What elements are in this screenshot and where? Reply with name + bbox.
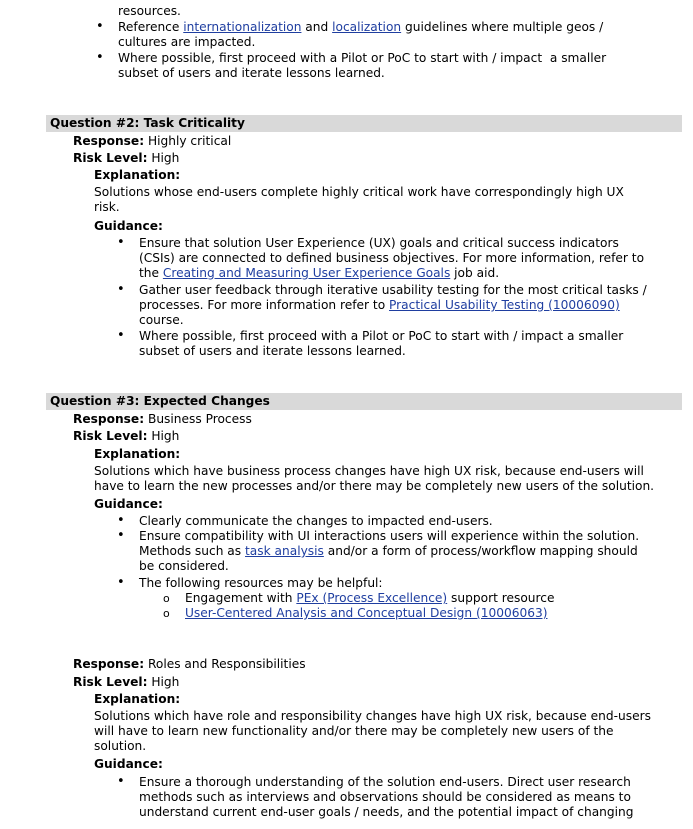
response-row (73, 412, 252, 427)
response-label: Response: (73, 412, 145, 426)
response-label: Response: (73, 657, 145, 671)
risk-label: Risk Level: (73, 675, 148, 689)
text-line: (CSIs) are connected to defined business objectives. For more information, refer to (139, 251, 645, 265)
bullet-icon (117, 513, 125, 528)
risk-row (73, 429, 179, 444)
bullet-icon (117, 575, 125, 590)
risk-value: High (147, 675, 180, 689)
list-item (139, 544, 638, 559)
text: support resource (447, 591, 555, 605)
text-line: risk. (94, 200, 120, 214)
text-line: understand current end-user goals / needs, and the potential impact of changing (139, 805, 634, 819)
text-line: Gather user feedback through iterative usability testing for the most critical tasks / (139, 283, 647, 297)
response-label: Response: (73, 134, 145, 148)
response-value: Roles and Responsibilities (144, 657, 306, 671)
task-analysis-link[interactable]: task analysis (245, 544, 324, 558)
text-line: Where possible, first proceed with a Pilot or PoC to start with / impact a smaller (118, 51, 607, 65)
circle-bullet-icon (163, 591, 170, 606)
risk-value: High (147, 429, 180, 443)
response-value: Highly critical (144, 134, 232, 148)
risk-row (73, 675, 179, 690)
text-line: cultures are impacted. (118, 35, 256, 49)
text-line: Clearly communicate the changes to impacted end-users. (139, 514, 493, 528)
list-item (139, 266, 499, 281)
circle-bullet-icon (163, 606, 170, 621)
text-line: resources. (118, 4, 181, 18)
list-item (118, 20, 603, 35)
text-line: methods such as interviews and observations should be considered as means to (139, 790, 631, 804)
list-item (185, 591, 554, 606)
text-line: solution. (94, 739, 147, 753)
list-item (185, 606, 548, 621)
response-row (73, 134, 231, 149)
text-line: The following resources may be helpful: (139, 576, 383, 590)
bullet-icon (117, 282, 125, 297)
text-line: Ensure that solution User Experience (UX) goals and critical success indicators (139, 236, 619, 250)
bullet-icon (117, 235, 125, 250)
text-line: Where possible, first proceed with a Pilot or PoC to start with / impact a smaller (139, 329, 624, 343)
text: guidelines where multiple geos / (401, 20, 604, 34)
text: and (301, 20, 333, 34)
bullet-icon (96, 19, 104, 34)
question-2-heading: Question #2: Task Criticality (46, 115, 682, 132)
localization-link[interactable]: localization (332, 20, 402, 34)
text-line: will have to learn new functionality and/or there may be completely new users of the (94, 724, 614, 738)
text: the (139, 266, 163, 280)
ux-goals-link[interactable]: Creating and Measuring User Experience Goals (162, 266, 451, 280)
text-line: course. (139, 313, 184, 327)
ucd-course-link[interactable]: User-Centered Analysis and Conceptual Design (10006063) (185, 606, 548, 620)
usability-testing-link[interactable]: Practical Usability Testing (10006090) (389, 298, 620, 312)
explanation-label: Explanation: (94, 692, 181, 706)
text-line: subset of users and iterate lessons learned. (118, 66, 385, 80)
explanation-label: Explanation: (94, 447, 181, 461)
risk-value: High (147, 151, 180, 165)
explanation-label: Explanation: (94, 168, 181, 182)
risk-label: Risk Level: (73, 151, 148, 165)
risk-label: Risk Level: (73, 429, 148, 443)
internationalization-link[interactable]: internationalization (183, 20, 302, 34)
text-line: Solutions whose end-users complete highly critical work have correspondingly high UX (94, 185, 624, 199)
text: processes. For more information refer to (139, 298, 390, 312)
list-item (139, 298, 620, 313)
pex-link[interactable]: PEx (Process Excellence) (296, 591, 448, 605)
text: and/or a form of process/workflow mapping should (323, 544, 638, 558)
text: Reference (118, 20, 184, 34)
bullet-icon (117, 528, 125, 543)
text-line: Solutions which have role and responsibility changes have high UX risk, because end-users (94, 709, 651, 723)
guidance-label: Guidance: (94, 757, 163, 771)
response-row (73, 657, 306, 672)
text-line: Solutions which have business process changes have high UX risk, because end-users will (94, 464, 644, 478)
response-value: Business Process (144, 412, 252, 426)
text-line: be considered. (139, 559, 229, 573)
bullet-icon (96, 50, 104, 65)
text: Methods such as (139, 544, 245, 558)
guidance-label: Guidance: (94, 497, 163, 511)
bullet-icon (117, 774, 125, 789)
text-line: Ensure a thorough understanding of the solution end-users. Direct user research (139, 775, 631, 789)
text: job aid. (450, 266, 500, 280)
text-line: Ensure compatibility with UI interactions users will experience within the solution. (139, 529, 640, 543)
bullet-icon (117, 328, 125, 343)
text-line: subset of users and iterate lessons learned. (139, 344, 406, 358)
guidance-label: Guidance: (94, 219, 163, 233)
risk-row (73, 151, 179, 166)
text: Engagement with (185, 591, 297, 605)
text-line: have to learn the new processes and/or there may be completely new users of the solution. (94, 479, 655, 493)
question-3-heading: Question #3: Expected Changes (46, 393, 682, 410)
